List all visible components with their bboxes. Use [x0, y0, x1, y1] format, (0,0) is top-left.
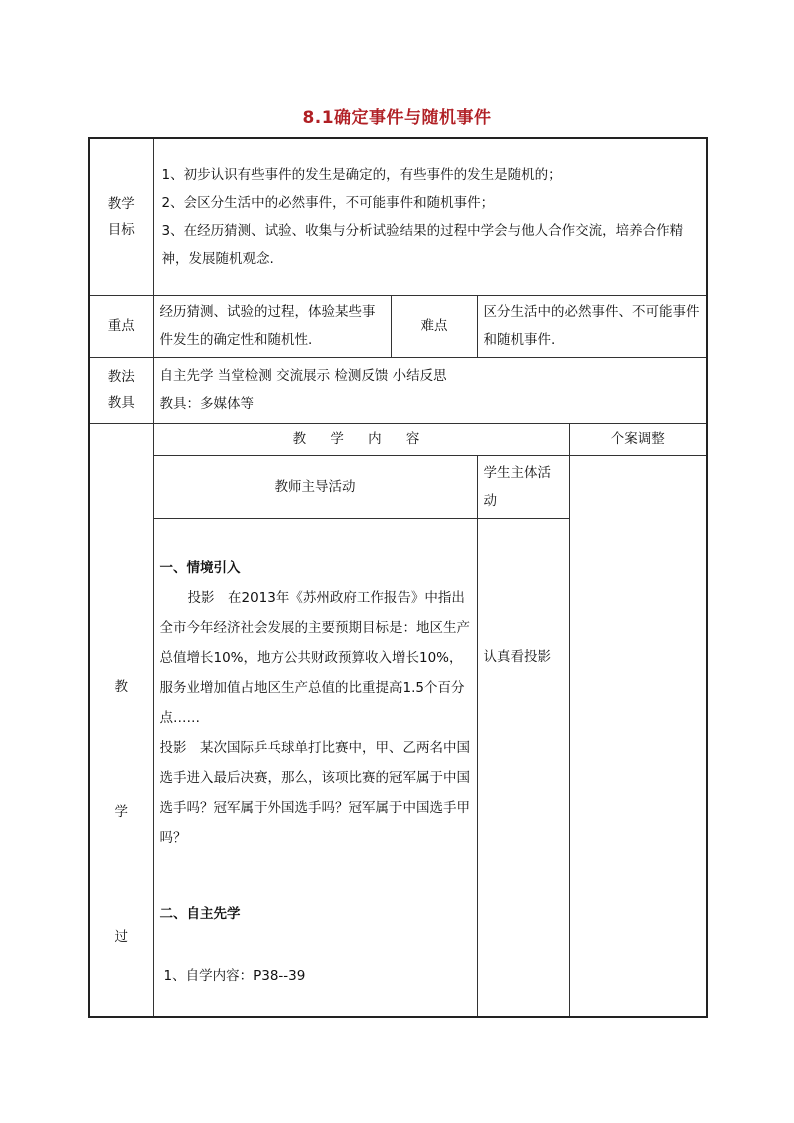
- section-self-study-heading: 二、自主先学: [159, 905, 241, 922]
- projection-paragraph-2: 投影 某次国际乒乓球单打比赛中，甲、乙两名中国选手进入最后决赛，那么，该项比赛的冠军属于中国选手吗？冠军属于外国选手吗？冠军属于中国选手甲吗？: [159, 739, 470, 846]
- student-activities: [477, 518, 569, 1017]
- difficulty-label: 难点: [391, 295, 477, 357]
- process-label: 教 学 过: [89, 423, 153, 1017]
- keypoints-content: 经历猜测、试验的过程，体验某些事件发生的确定性和随机性.: [153, 295, 391, 357]
- projection-paragraph-1: 投影 在2013年《苏州政府工作报告》中指出全市今年经济社会发展的主要预期目标是：地区生产总值增长10%，地方公共财政预算收入增长10%，服务业增加值占地区生产总值的比重提高1.5个百分点……: [159, 589, 470, 726]
- lesson-plan-table: [88, 137, 708, 1018]
- document-title: 8.1确定事件与随机事件: [302, 108, 492, 128]
- student-header: 学生主体活动: [477, 455, 569, 518]
- teacher-header: 教师主导活动: [153, 455, 477, 518]
- methods-line: 自主先学 当堂检测 交流展示 检测反馈 小结反思: [159, 368, 447, 384]
- self-study-item: 1、自学内容：P38--39: [163, 967, 306, 984]
- student-activity: 认真看投影: [483, 648, 551, 665]
- goal-item: 3、在经历猜测、试验、收集与分析试验结果的过程中学会与他人合作交流，培养合作精神，发展随机观念.: [161, 222, 684, 267]
- keypoints-label: 重点: [89, 295, 153, 357]
- goal-item: 2、会区分生活中的必然事件，不可能事件和随机事件；: [161, 194, 495, 211]
- tools-line: 教具：多媒体等: [159, 396, 254, 412]
- goal-item: 1、初步认识有些事件的发生是确定的，有些事件的发生是随机的；: [161, 166, 562, 183]
- teacher-activities: [153, 518, 477, 1017]
- section-intro-heading: 一、情境引入: [159, 559, 241, 576]
- adjust-header: 个案调整: [569, 423, 707, 455]
- adjust-column: [569, 455, 707, 1017]
- methods-content: [153, 357, 707, 423]
- goals-label: 教学 目标: [89, 138, 153, 295]
- goals-content: [153, 138, 707, 295]
- methods-label: 教法 教具: [89, 357, 153, 423]
- content-header: 教 学 内 容: [153, 423, 569, 455]
- difficulty-content: 区分生活中的必然事件、不可能事件和随机事件.: [477, 295, 707, 357]
